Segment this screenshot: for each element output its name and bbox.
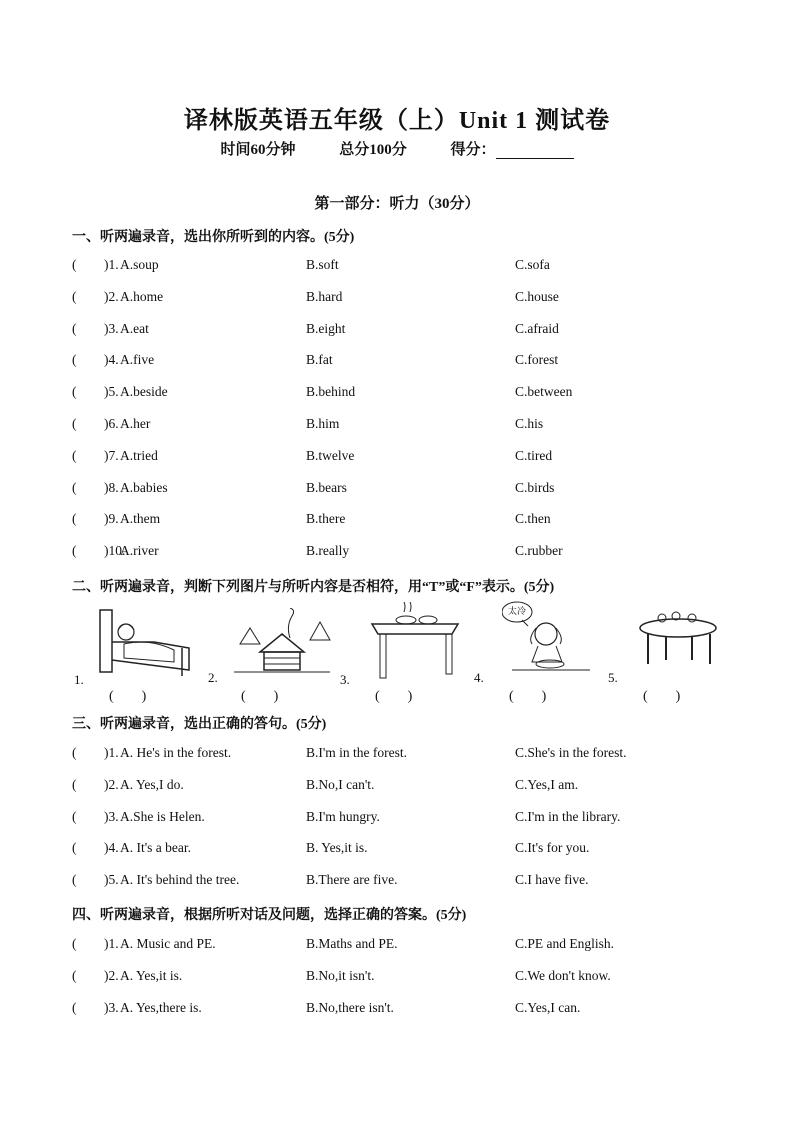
question-number: )5. (104, 872, 119, 888)
question-number: )9. (104, 511, 119, 527)
answer-blank[interactable]: ( (72, 967, 77, 983)
option-c[interactable]: C.birds (515, 479, 555, 495)
picture-4 (472, 600, 602, 710)
option-b[interactable]: B.There are five. (306, 872, 398, 888)
option-c[interactable]: C.between (515, 384, 573, 400)
cabin-icon (232, 608, 332, 678)
option-c[interactable]: C.Yes,I can. (515, 999, 581, 1015)
option-a[interactable]: A. Music and PE. (120, 936, 216, 951)
question-number: )4. (104, 352, 119, 368)
score-label: 得分： (450, 142, 496, 158)
option-c[interactable]: C.We don't know. (515, 967, 611, 983)
option-c[interactable]: C.PE and English. (515, 936, 615, 951)
question-number: )2. (104, 967, 119, 983)
picture-3 (338, 600, 468, 710)
option-c[interactable]: C.sofa (515, 257, 550, 272)
part-heading: 第一部分：听力（30分） (314, 196, 480, 212)
question-number: )2. (104, 776, 119, 792)
question-row (72, 777, 752, 797)
option-a[interactable]: A.beside (120, 384, 168, 400)
picture-label: 2. (208, 670, 218, 685)
round-table-fruit-icon (636, 606, 726, 676)
answer-blank[interactable]: ( (72, 320, 77, 336)
section4-title: 四、听两遍录音，根据所听对话及问题，选择正确的答案。(5分) (72, 908, 467, 923)
option-a[interactable]: A.five (120, 352, 155, 368)
question-row (72, 745, 752, 765)
answer-bracket[interactable]: ( ) (509, 689, 547, 704)
option-c[interactable]: C.forest (515, 352, 559, 368)
total-label: 总分100分 (339, 142, 407, 158)
option-a[interactable]: A.them (120, 511, 161, 527)
answer-blank[interactable]: ( (72, 840, 77, 856)
section3-title: 三、听两遍录音，选出正确的答句。(5分) (72, 717, 327, 732)
question-number: )1. (104, 745, 119, 760)
option-b[interactable]: B.No,it isn't. (306, 967, 375, 983)
question-row (72, 384, 752, 404)
question-row (72, 480, 752, 500)
option-c[interactable]: C.I'm in the library. (515, 808, 621, 824)
answer-blank[interactable]: ( (72, 479, 77, 495)
section2-title: 二、听两遍录音，判断下列图片与所听内容是否相符，用“T”或“F”表示。(5分) (72, 580, 555, 595)
question-row (72, 543, 752, 563)
question-row (72, 448, 752, 468)
option-b[interactable]: B.twelve (306, 447, 355, 463)
question-number: )3. (104, 320, 119, 336)
picture-1 (72, 600, 202, 710)
answer-bracket[interactable]: ( ) (643, 689, 681, 704)
option-c[interactable]: C.his (515, 416, 544, 431)
option-b[interactable]: B.No,I can't. (306, 776, 375, 792)
picture-label: 1. (74, 672, 84, 687)
answer-blank[interactable]: ( (72, 288, 77, 304)
page-title: 译林版英语五年级（上）Unit 1 测试卷 (183, 108, 611, 134)
answer-blank[interactable]: ( (72, 999, 77, 1015)
question-number: )3. (104, 999, 119, 1015)
question-row (72, 1000, 752, 1020)
question-row (72, 257, 752, 277)
picture-2 (206, 600, 336, 710)
option-b[interactable]: B.him (306, 416, 340, 431)
option-b[interactable]: B.soft (306, 257, 339, 272)
bed-girl-icon (94, 600, 194, 680)
picture-label: 5. (608, 670, 618, 685)
question-number: )1. (104, 257, 119, 272)
option-a[interactable]: A.soup (120, 257, 159, 272)
answer-blank[interactable]: ( (72, 808, 77, 824)
answer-blank[interactable]: ( (72, 936, 77, 951)
answer-blank[interactable]: ( (72, 416, 77, 431)
question-number: )8. (104, 479, 119, 495)
option-a[interactable]: A.eat (120, 320, 149, 336)
time-label: 时间60分钟 (220, 142, 296, 158)
option-b[interactable]: B.No,there isn't. (306, 999, 394, 1015)
option-a[interactable]: A. Yes,there is. (120, 999, 202, 1015)
question-row (72, 840, 752, 860)
question-row (72, 809, 752, 829)
option-a[interactable]: A.babies (120, 479, 168, 495)
question-number: )2. (104, 288, 119, 304)
score-blank[interactable] (496, 144, 574, 159)
option-b[interactable]: B.eight (306, 320, 346, 336)
option-a[interactable]: A.tried (120, 447, 158, 463)
question-number: )4. (104, 840, 119, 856)
option-b[interactable]: B.I'm hungry. (306, 808, 380, 824)
option-c[interactable]: C.rubber (515, 543, 563, 559)
answer-blank[interactable]: ( (72, 776, 77, 792)
picture-5 (606, 600, 736, 710)
option-c[interactable]: C.She's in the forest. (515, 745, 627, 760)
option-b[interactable]: B.Maths and PE. (306, 936, 398, 951)
option-c[interactable]: C.I have five. (515, 872, 589, 888)
question-row (72, 872, 752, 892)
option-c[interactable]: C.Yes,I am. (515, 776, 579, 792)
option-c[interactable]: C.It's for you. (515, 840, 590, 856)
question-row (72, 289, 752, 309)
answer-bracket[interactable]: ( ) (109, 689, 147, 704)
speech-bubble-text: 太冷 (508, 606, 527, 616)
question-row (72, 416, 752, 436)
answer-blank[interactable]: ( (72, 745, 77, 760)
option-b[interactable]: B.behind (306, 384, 356, 400)
picture-label: 3. (340, 672, 350, 687)
option-a[interactable]: A.her (120, 416, 151, 431)
option-b[interactable]: B.bears (306, 479, 347, 495)
section1-title: 一、听两遍录音，选出你所听到的内容。(5分) (72, 230, 355, 245)
answer-bracket[interactable]: ( ) (375, 689, 413, 704)
option-a[interactable]: A. Yes,it is. (120, 967, 183, 983)
option-c[interactable]: C.afraid (515, 320, 559, 336)
option-c[interactable]: C.tired (515, 447, 553, 463)
question-row (72, 352, 752, 372)
option-b[interactable]: B.there (306, 511, 346, 527)
exam-meta (0, 138, 794, 159)
question-number: )10. (104, 543, 126, 559)
option-a[interactable]: A. He's in the forest. (120, 745, 232, 760)
option-c[interactable]: C.house (515, 288, 559, 304)
option-a[interactable]: A.She is Helen. (120, 808, 205, 824)
option-a[interactable]: A. It's behind the tree. (120, 872, 240, 888)
answer-blank[interactable]: ( (72, 384, 77, 400)
answer-blank[interactable]: ( (72, 257, 77, 272)
option-b[interactable]: B.hard (306, 288, 343, 304)
option-b[interactable]: B.fat (306, 352, 333, 368)
question-number: )6. (104, 416, 119, 431)
picture-label: 4. (474, 670, 484, 685)
answer-bracket[interactable]: ( ) (241, 689, 279, 704)
score-field[interactable] (451, 138, 574, 159)
answer-blank[interactable]: ( (72, 352, 77, 368)
option-c[interactable]: C.then (515, 511, 551, 527)
question-number: )1. (104, 936, 119, 951)
question-number: )3. (104, 808, 119, 824)
option-b[interactable]: B.really (306, 543, 350, 559)
question-row (72, 968, 752, 988)
answer-blank[interactable]: ( (72, 511, 77, 527)
option-a[interactable]: A.home (120, 288, 164, 304)
option-a[interactable]: A.river (120, 543, 159, 559)
question-row (72, 511, 752, 531)
answer-blank[interactable]: ( (72, 447, 77, 463)
option-a[interactable]: A. Yes,I do. (120, 776, 184, 792)
question-number: )7. (104, 447, 119, 463)
answer-blank[interactable]: ( (72, 872, 77, 888)
answer-blank[interactable]: ( (72, 543, 77, 559)
question-row (72, 936, 752, 956)
option-b[interactable]: B. Yes,it is. (306, 840, 368, 856)
option-a[interactable]: A. It's a bear. (120, 840, 192, 856)
table-dishes-icon (366, 602, 466, 682)
question-row (72, 321, 752, 341)
option-b[interactable]: B.I'm in the forest. (306, 745, 408, 760)
question-number: )5. (104, 384, 119, 400)
